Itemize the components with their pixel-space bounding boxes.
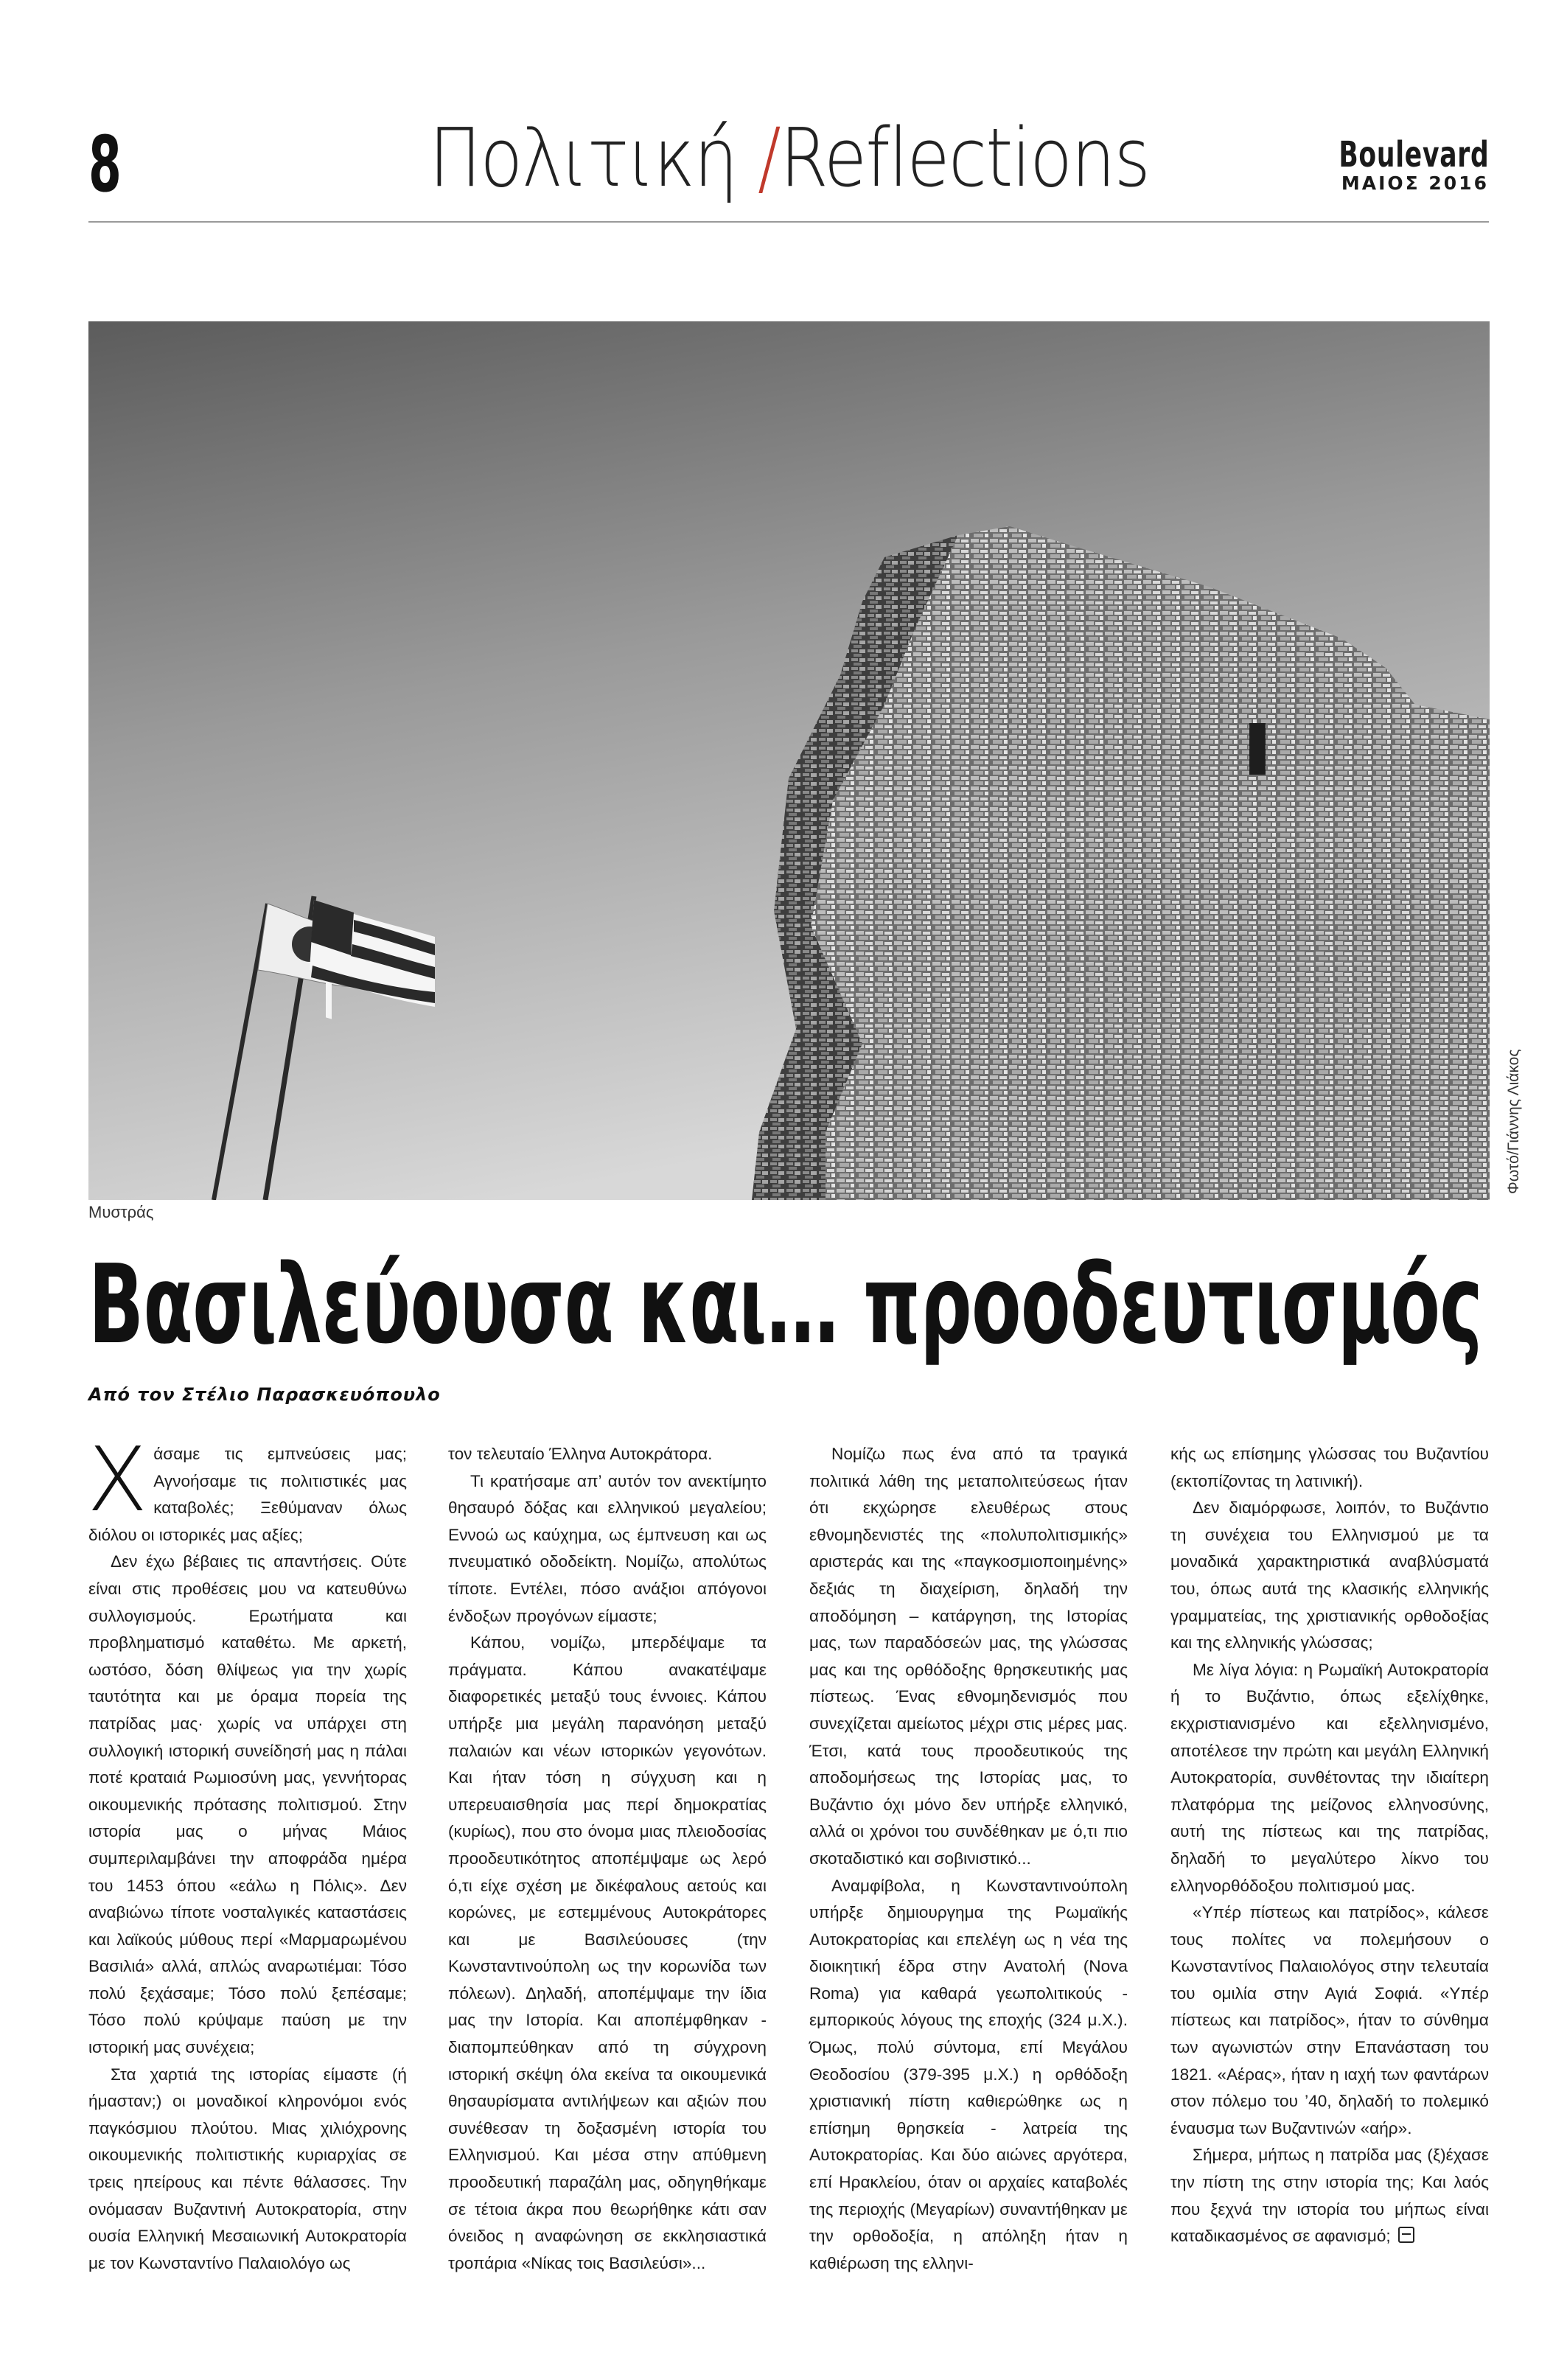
publication-brand <box>1280 134 1489 194</box>
paragraph: Δεν διαμόρφωσε, λοιπόν, το Βυζάντιο τη συνέχεια του Ελληνισμού με τα μοναδικά χαρακτηριστικά αναβλύσματά του, όπως αυτά της κλασικής ελληνικής γραμματείας, της χριστιανικής ορθοδοξίας και της ελληνικής γλώσσας; <box>1170 1498 1489 1653</box>
paragraph: Στα χαρτιά της ιστορίας είμαστε (ή ήμασταν;) οι μοναδικοί κληρονόμοι ενός παγκόσμιου πλούτου. Μιας χιλιόχρονης οικουμενικής πολιτιστικής κυριαρχίας σε τρεις ηπείρους και πέντε θάλασσες. Την ονόμασαν Βυζαντινή Αυτοκρατορία, στην ουσία Ελληνική Μεσαιωνική Αυτοκρατορία με τον Κωνσταντίνο Παλαιολόγο ως <box>88 2065 407 2272</box>
article-headline: Βασιλεύουσα και… προοδευτισμός <box>88 1241 1482 1368</box>
page-number: 8 <box>88 119 122 209</box>
paragraph: τον τελευταίο Έλληνα Αυτοκράτορα. <box>448 1445 713 1463</box>
paragraph: «Υπέρ πίστεως και πατρίδος», κάλεσε τους πολίτες να πολεμήσουν ο Κωνσταντίνος Παλαιολόγος στην τελευταία του ομιλία στην Αγιά Σοφιά. «Υπέρ πίστεως και πατρίδος», ήταν το σύνθημα των αγωνιστών στην Επανάσταση του 1821. «Αέρας», ήταν η ιαχή των φαντάρων στον πόλεμο του ’40, δηλαδή το πολεμικό έναυσμα των Βυζαντινών «αήρ». <box>1170 1903 1489 2138</box>
photo-credit: Φωτό/Γιάννης Λιάκος <box>1505 1049 1522 1194</box>
drop-cap: Χ <box>87 1429 148 1532</box>
brand-name: Boulevard <box>1338 134 1489 175</box>
paragraph: Σήμερα, μήπως η πατρίδα μας (ξ)έχασε την πίστη της στην ιστορία της; Και λαός που ξεχνά την ιστορία του μήπως είναι καταδικασμένος σε αφανισμό; <box>1170 2146 1489 2246</box>
paragraph: Αναμφίβολα, η Κωνσταντινούπολη υπήρξε δημιουργημα της Ρωμαϊκής Αυτοκρατορίας και επελέγη ως η νέα της διοικητική έδρα στην Ανατολή (Nova Roma) για καθαρά γεωπολιτικούς - εμπορικούς λόγους της εποχής (324 μ.Χ.). Όμως, πολύ σύντομα, επί Μεγάλου Θεοδοσίου (379-395 μ.Χ.) η ορθόδοξη χριστιανική πίστη καθιερώθηκε ως η επίσημη θρησκεία - λατρεία της Αυτοκρατορίας. Και δύο αιώνες αργότερα, επί Ηρακλείου, όταν οι αρχαίες καταβολές της περιοχής (Μεγαρίων) συναντήθηκαν με την ορθοδοξία, η απόληξη ήταν η καθιέρωση της ελληνι- <box>809 1876 1128 2272</box>
paragraph: Δεν έχω βέβαιες τις απαντήσεις. Ούτε είναι στις προθέσεις μου να κατευθύνω συλλογισμούς. Ερωτήματα και προβληματισμό καταθέτω. Με αρκετή, ωστόσο, δόση θλίψεως για την χωρίς ταυτότητα και με όραμα πορεία της πατρίδας μας· χωρίς να υπάρχει στη συλλογική ιστορική συνείδησή μας η πάλαι ποτέ κραταιά Ρωμιοσύνη μας, γεννήτορας οικουμενικής πρότασης πολιτισμού. Στην ιστορία μας ο μήνας Μάιος συμπεριλαμβάνει την αποφράδα ημέρα του 1453 όπου «εάλω η Πόλις». Δεν αναβιώνω τίποτε νοσταλγικές καταστάσεις και λαϊκούς μύθους περί «Μαρμαρωμένου Βασιλιά» αλλά, απλώς αναρωτιέμαι: Τόσο πολύ ξεχάσαμε; Τόσο πολύ ξεπέσαμε; Τόσο πολύ κρύψαμε παύση με την ιστορική μας συνέχεια; <box>88 1552 407 2057</box>
photo-caption: Μυστράς <box>88 1203 154 1221</box>
article-column-1 <box>87 1429 407 2277</box>
section-title-greek: Πολιτική <box>429 111 737 205</box>
paragraph: κής ως επίσημης γλώσσας του Βυζαντίου (εκτοπίζοντας τη λατινική). <box>1170 1445 1489 1490</box>
article-byline: Από τον Στέλιο Παρασκευόπουλο <box>88 1384 441 1405</box>
article-body <box>87 1429 1489 2325</box>
article-column-4 <box>1170 1441 1489 2250</box>
page-header <box>88 111 1489 221</box>
mystras-tower-photo <box>88 321 1490 1200</box>
header-rule <box>88 221 1489 223</box>
paragraph: Τι κρατήσαμε απ’ αυτόν τον ανεκτίμητο θησαυρό δόξας και ελληνικού μεγαλείου; Εννοώ ως καύχημα, ως έμπνευση και ως πνευματικό οδοδείκτη. Νομίζω, απολύτως τίποτε. Εντέλει, πόσο ανάξιοι απόγονοι ένδοξων προγόνων είμαστε; <box>448 1471 767 1625</box>
section-separator: / <box>757 111 781 205</box>
end-of-article-icon <box>1398 2227 1414 2243</box>
article-column-3 <box>809 1441 1128 2277</box>
article-column-2 <box>448 1441 767 2277</box>
article-photo <box>88 321 1490 1200</box>
paragraph: Κάπου, νομίζω, μπερδέψαμε τα πράγματα. Κάπου ανακατέψαμε διαφορετικές μεταξύ τους έννοιες. Κάπου υπήρξε μια μεγάλη παρανόηση μεταξύ παλαιών και νέων ιστορικών γεγονότων. Και ήταν τόση η σύγχυση και η υπερευαισθησία μας περί δημοκρατίας (κυρίως), που στο όνομα μιας πλειοδοσίας προοδευτικότητος αποπέμψαμε ως λερό ό,τι είχε σχέση με δικέφαλους αετούς και κορώνες, με εστεμμένους Αυτοκράτορες και με Βασιλεύουσες (την Κωνσταντινούπολη ως την κορωνίδα των πόλεων). Δηλαδή, αποπέμψαμε την ίδια μας την Ιστορία. Και αποπέμφθηκαν - διαπομπεύθηκαν από τη σύγχρονη ιστορική σκέψη όλα εκείνα τα οικουμενικά θησαυρίσματα αντιλήψεων και αξιών που συνέθεσαν τη δοξασμένη ιστορία του Ελληνισμού. Και μέσα στην απύθμενη προοδευτική παραζάλη μας, οδηγηθήκαμε σε τέτοια άκρα που θεωρήθηκε κάτι σαν όνειδος η αναφώνηση σε εκκλησιαστικά τροπάρια «Νίκας τοις Βασιλεύσι»... <box>448 1633 767 2272</box>
paragraph: Χάσαμε τις εμπνεύσεις μας; Αγνοήσαμε τις πολιτιστικές μας καταβολές; Ξεθύμαναν όλως διόλου οι ιστορικές μας αξίες; <box>87 1429 407 1544</box>
section-title-english: Reflections <box>780 111 1150 205</box>
paragraph: Με λίγα λόγια: η Ρωμαϊκή Αυτοκρατορία ή το Βυζάντιο, όπως εξελίχθηκε, εκχριστιανισμένο και εξελληνισμένο, αποτέλεσε την πρώτη και μεγάλη Ελληνική Αυτοκρατορία, συνθέτοντας την ιδιαίτερη πλατφόρμα της μείζονος ελληνοσύνης, αυτή της πίστεως και της πατρίδας, δηλαδή το μεγαλύτερο λίκνο του ελληνορθόδοξου πολιτισμού μας. <box>1170 1660 1489 1895</box>
issue-date: ΜΑΙΟΣ 2016 <box>1341 172 1489 194</box>
section-title <box>429 111 1149 205</box>
paragraph: Νομίζω πως ένα από τα τραγικά πολιτικά λάθη της μεταπολιτεύσεως ήταν ότι εκχώρησε ελευθέρως στους εθνομηδενιστές της «πολυπολιτισμικής» αριστεράς και της «παγκοσμιοποιημένης» δεξιάς τη διαχείριση, δηλαδή την αποδόμηση – κατάργηση, της Ιστορίας μας, των παραδόσεών μας, της γλώσσας μας και της ορθόδοξης θρησκευτικής μας πίστεως. Ένας εθνομηδενισμός που συνεχίζεται αμείωτος μέχρι στις μέρες μας. Έτσι, κατά τους προοδευτικούς της αποδομήσεως της Ιστορίας μας, το Βυζάντιο όχι μόνο δεν υπήρξε ελληνικό, αλλά οι χρόνοι του συνδέθηκαν με ό,τι πιο σκοταδιστικό και σοβινιστικό... <box>809 1445 1128 1868</box>
